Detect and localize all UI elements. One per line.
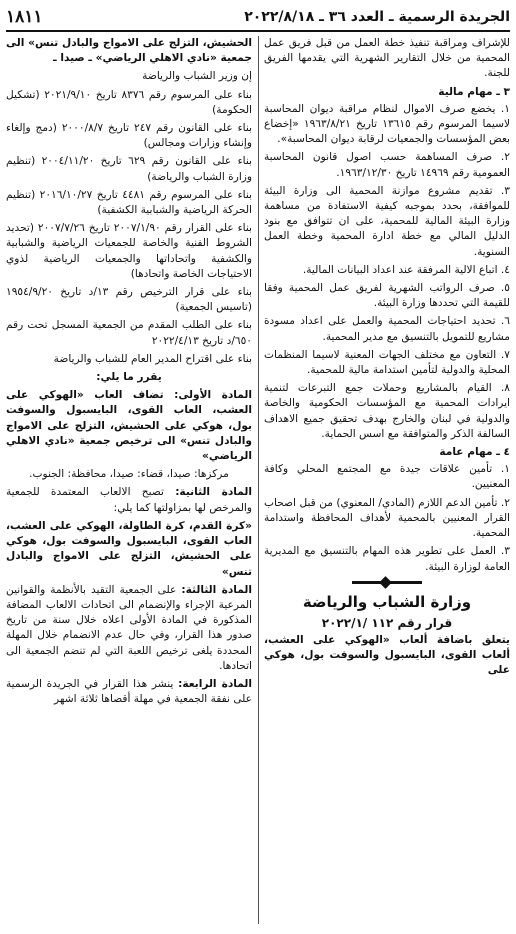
financial-item: ٤. اتباع الالية المرفقة عند اعداد البيانات المالية. [302,263,510,276]
gazette-title: الجريدة الرسمية ـ العدد ٣٦ ـ ٢٠٢٢/٨/١٨ [244,9,510,25]
article-1 [6,388,252,464]
article-4-label: المادة الرابعة: [178,677,252,690]
preamble-item: بناء على المرسوم رقم ٨٣٧٦ تاريخ ٢٠٢١/٩/١٠ (تشكيل الحكومة) [6,88,252,116]
decree-title-continued: الحشيش، التزلج على الامواج والبادل تنس» الى جمعية «نادي الاهلي الرياضي» ـ صيدا ـ [6,37,252,65]
article-4 [6,677,252,707]
financial-item: ٢. صرف المساهمة حسب اصول قانون المحاسبة العمومية رقم ١٤٩٦٩ تاريخ ١٩٦٣/١٢/٣٠. [264,151,510,179]
minister-line: إن وزير الشباب والرياضة [142,70,252,83]
article-3-label: المادة الثالثة: [181,583,252,596]
ministry-heading: وزارة الشباب والرياضة [302,592,472,611]
financial-item: ٨. القيام بالمشاريع وحملات جمع التبرعات لتنمية ايرادات المحمية مع المؤسسات الحكومية والخاصة والدولية في لبنان والخارج بهدف تحقيق جميع الاهداف السالفة الذكر والمتوافقة مع اسس الحماية. [264,382,510,440]
general-item: ٢. تأمين الدعم اللازم (المادي/ المعنوي) من قبل اصحاب القرار المعنيين بالمحمية لأهداف المحافظة واستدامة المحمية. [264,496,510,540]
right-column [264,36,510,928]
preamble-item: بناء على القانون رقم ٢٤٧ تاريخ ٢٠٠٠/٨/٧ (دمج وإلغاء وإنشاء وزارات ومجالس) [6,122,252,150]
financial-heading: ٣ ـ مهام مالية [438,85,510,98]
decides-line: يقرر ما يلي: [96,371,162,384]
article-3-text: على الجمعية التقيد بالأنظمة والقوانين المرعية الإجراء والإنضمام الى اتحادات الالعاب المضافة المذكورة في المادة الأولى اعلاه خلال سنة من تاريخ صدور هذا القرار، وفي حال عدم الانضمام خلال المهلة المحددة يلغى ترخيص اللعبة التي لم تنضم الجمعية الى اتحادها. [6,583,252,672]
article-2-games: «كرة القدم، كرة الطاولة، الهوكي على العشب، العاب القوى، البايسبول والسوفت بول، هوكي على الحشيش، التزلج على الامواج والبادل تنس» [6,519,252,578]
financial-item: ٦. تحديد احتياجات المحمية والعمل على اعداد مسودة مشاريع للتمويل بالتنسيق مع مدير المحمية. [264,315,510,343]
article-1-label: المادة الأولى: [174,389,252,402]
intro-paragraph: للإشراف ومراقبة تنفيذ خطة العمل من قبل فريق عمل المحمية من خلال التقارير الشهرية التي يقدمها الفريق للجنة. [264,37,510,80]
preamble-item: بناء على القانون رقم ٦٢٩ تاريخ ٢٠٠٤/١١/٢٠ (تنظيم وزارة الشباب والرياضة) [6,155,252,183]
article-2-text: تصبح الالعاب المعتمدة للجمعية والمرخص لها بمزاولتها كما يلي: [6,486,252,514]
decree-number: قرار رقم ١١٢ /٢٠٢٢/١ [321,615,453,630]
header-divider [6,30,510,32]
article-4-text: ينشر هذا القرار في الجريدة الرسمية على نفقة الجمعية في مهلة أقصاها ثلاثة اشهر [6,677,252,706]
preamble-item: بناء على الطلب المقدم من الجمعية المسجل تحت رقم ٦٥٠/د تاريخ ٢٠٢٢/٤/١٣ [6,319,252,347]
preamble-item: بناء على المرسوم رقم ٤٤٨١ تاريخ ٢٠١٦/١٠/٢٧ (تنظيم الحركة الرياضية والشبابية الكشفية) [6,188,252,217]
page-number: ١٨١١ [6,7,43,26]
financial-item: ١. يخضع صرف الاموال لنظام مراقبة ديوان المحاسبة لاسيما المرسوم رقم ١٣٦١٥ تاريخ ١٩٦٣/٨/٢١ «إخضاع بعض المؤسسات والجمعيات لرقابة ديوان المحاسبة». [264,102,510,146]
general-item: ١. تأمين علاقات جيدة مع المجتمع المحلي وكافة المعنيين. [264,463,510,491]
article-1-text: تضاف العاب «الهوكي على العشب، العاب القوى، البايسبول والسوفت بول، هوكي على الحشيش، التزلج على الامواج والبادل تنس» الى ترخيص جمعية «نادي الاهلي الرياضي» [6,389,252,463]
general-heading: ٤ ـ مهام عامة [439,446,510,459]
general-item: ٣. العمل على تطوير هذه المهام بالتنسيق مع المديرية العامة لوزارة البيئة. [264,545,510,573]
article-2 [6,485,252,515]
page-header [6,6,510,28]
section-ornament [264,581,510,584]
preamble-item: بناء على قرار الترخيص رقم ١٣/د تاريخ ١٩٥٤/٩/٢٠ (تاسيس الجمعية) [6,286,252,314]
article-2-label: المادة الثانية: [175,486,252,499]
article-3 [6,583,252,674]
left-column [6,36,252,928]
financial-item: ٧. التعاون مع مختلف الجهات المعنية لاسيما المنظمات المحلية والدولية لتأمين استدامة مالية للمحمية. [264,348,510,377]
preamble-item: بناء على القرار رقم ٢٠٠٧/١/٩٠ تاريخ ٢٠٠٧/٧/٢٦ (تحديد الشروط الفنية والخاصة للجمعيات الرياضية والشبابية والكشفية واتحاداتها والجمعيات الرياضية لذوي الاحتياجات الخاصة واتحادها) [6,222,252,280]
preamble-item: بناء على اقتراح المدير العام للشباب والرياضة [53,352,252,365]
article-1-location: مركزها: صيدا، قضاء: صيدا، محافظة: الجنوب. [29,468,229,481]
column-divider [258,36,259,924]
decree-subject: يتعلق باضافة ألعاب «الهوكي على العشب، ألعاب القوى، البايسبول والسوفت بول، هوكي على [264,633,510,677]
financial-item: ٣. تقديم مشروع موازنة المحمية الى وزارة البيئة للموافقة، بحدد بموجبه كيفية الاستفادة من مساهمة وزارة البيئة المالية للمحمية، على ان تتوافق مع بنود الدليل المالي مع خطة ادارة المحمية وخطة العمل السنوية. [264,184,510,258]
financial-item: ٥. صرف الرواتب الشهرية لفريق عمل المحمية وفقا للقيمة التي تحددها وزارة البيئة. [264,282,510,310]
